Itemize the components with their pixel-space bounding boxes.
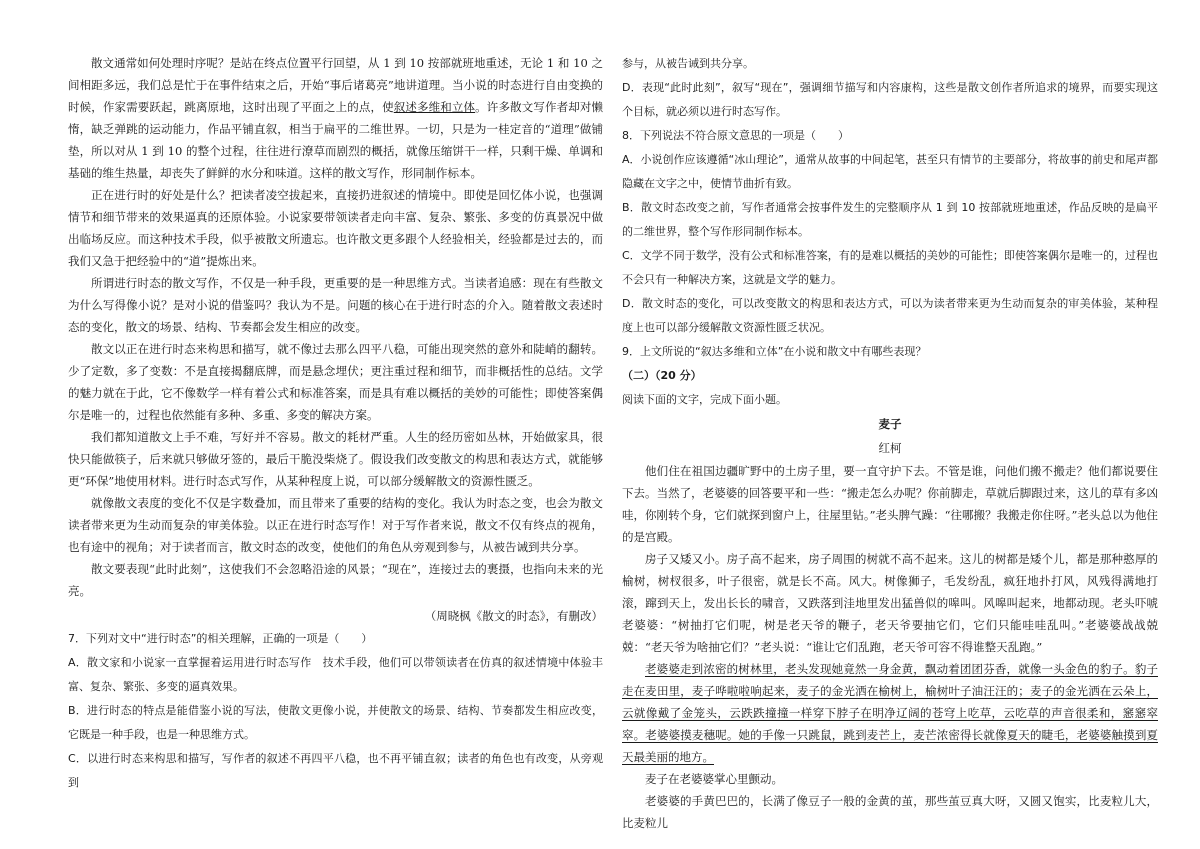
question-8-option-c: C．文学不同于数学，没有公式和标准答案，有的是难以概括的美妙的可能性；即使答案偶尔是唯一的，过程也不会只有一种解决方案，这就是文学的魅力。	[622, 249, 1158, 286]
essay-source: （周晓枫《散文的时态》，有删改）	[424, 609, 603, 623]
essay-paragraph: 散文以正在进行时态来构思和描写，就不像过去那么四平八稳，可能出现突然的意外和陡峭的翻转。少了定数，多了变数：不是直接揭翻底牌，而是悬念埋伏；更注重过程和细节，而非概括性的总结。文学的魅力就在于此，它不像数学一样有着公式和标准答案，而是具有难以概括的美妙的可能性；即使答案偶尔是唯一的，过程也依然能有多种、多重、多变的解决方案。	[68, 342, 603, 422]
story-paragraph: 麦子在老婆婆掌心里颤动。	[645, 772, 783, 786]
essay-paragraph: 正在进行时的好处是什么？把读者凌空拔起来，直接扔进叙述的情境中。即使是回忆体小说，也强调情节和细节带来的效果逼真的还原体验。小说家要带领读者走向丰富、复杂、繁张、多变的仿真景况中做出临场反应。而这种技术手段，似乎被散文所遗忘。也许散文更多跟个人经验相关，经验都是过去的，而我们又急于把经验中的“道”提炼出来。	[68, 188, 603, 268]
essay-paragraph: 散文要表现“此时此刻”，这使我们不会忽略沿途的风景；“现在”，连接过去的裹摄，也指向未来的光亮。	[68, 562, 603, 598]
question-7-option-d: D．表现“此时此刻”，叙写“现在”，强调细节描写和内容康构，这些是散文创作者所追求的境界，而要实现这个目标，就必须以进行时态写作。	[622, 81, 1158, 118]
question-8-option-b: B．散文时态改变之前，写作者通常会按事件发生的完整顺序从 1 到 10 按部就班地重述，作品反映的是扁平的二维世界，整个写作形同制作标本。	[622, 201, 1158, 238]
story-paragraph: 老婆婆的手黄巴巴的，长满了像豆子一般的金黄的茧，那些茧豆真大呀，又圆又饱实，比麦粒儿大，比麦粒儿	[622, 794, 1158, 830]
question-7-option-a: A．散文家和小说家一直掌握着运用进行时态写作 技术手段，他们可以带领读者在仿真的叙述情境中体验丰富、复杂、繁张、多变的逼真效果。	[68, 656, 603, 693]
story-paragraph: 房子又矮又小。房子高不起来，房子周围的树就不高不起来。这儿的树都是矮个儿，都是那种憨厚的榆树，树杈很多，叶子很密，就是长不高。风大。树像狮子，毛发纷乱，疯狂地扑打风，风残得满地打滚，蹿到天上，发出长长的啸音，又跌落到洼地里发出猛兽似的嗥叫。风嗥叫起来，地都动现。老头吓唬老婆婆：“树抽打它们呢，树是老天爷的鞭子，老天爷要抽它们，它们只能哇哇乱叫。”老婆婆战战兢兢：“老天爷为啥抽它们？”老头说：“谁让它们乱跑，老天爷可容不得谁整天乱跑。”	[622, 552, 1158, 654]
underlined-phrase: 叙述多维和立体	[393, 100, 476, 114]
question-7-option-c: C．以进行时态来构思和描写，写作者的叙述不再四平八稳，也不再平铺直叙；读者的角色也有改变，从旁观到	[68, 752, 603, 789]
reading-instruction: 阅读下面的文字，完成下面小题。	[622, 393, 787, 406]
question-8-option-d: D．散文时态的变化，可以改变散文的构思和表达方式，可以为读者带来更为生动而复杂的审美体验，某种程度上也可以部分缓解散文资源性匮乏状况。	[622, 297, 1158, 334]
story-paragraph: 他们住在祖国边疆旷野中的土房子里，要一直守护下去。不管是谁，问他们搬不搬走？他们都说要住下去。当然了，老婆婆的回答要平和一些：“搬走怎么办呢？你前脚走，草就后脚跟过来，这儿的草有多凶哇，你刚转个身，它们就探到窗户上，往屋里钻。”老头脾气躁：“往哪搬？我搬走你住呀。”老头总以为他住的是宫殿。	[622, 464, 1158, 544]
essay-paragraph: 所谓进行时态的散文写作，不仅是一种手段，更重要的是一种思维方式。当读者追感：现在有些散文为什么写得像小说？是对小说的借鉴吗？我认为不是。问题的核心在于进行时态的介入。随着散文表述时态的变化，散文的场景、结构、节奏都会发生相应的改变。	[68, 276, 603, 334]
question-9: 9．上文所说的“叙达多维和立体”在小说和散文中有哪些表现？	[622, 345, 927, 358]
question-8-stem: 8．下列说法不符合原文意思的一项是（ ）	[622, 129, 849, 142]
question-7-stem: 7．下列对文中“进行时态”的相关理解，正确的一项是（ ）	[68, 632, 373, 645]
essay-paragraph: 我们都知道散文上手不难，写好并不容易。散文的耗材严重。人生的经历密如丛林，开始做家具，很快只能做筷子，后来就只够做牙签的，最后干脆没柴烧了。假设我们改变散文的构思和表达方式，就能够更“环保”地使用材料。进行时态式写作，从某种程度上说，可以部分缓解散文的资源性匮乏。	[68, 430, 603, 488]
underlined-story-paragraph: 老婆婆走到浓密的树林里，老头发现她竟然一身金黄，飘动着团团芬香，就像一头金色的豹子。豹子走在麦田里，麦子哗啦啦响起来，麦子的金光洒在榆树上，榆树叶子油汪汪的；麦子的金光洒在云朵上，云就像戴了金笼头，云跌跌撞撞一样穿下脖子在明净辽阔的苍穹上吃草，云吃草的声音很柔和，窸窸窣窣。老婆婆摸麦穗呢。她的手像一只跳鼠，跳到麦芒上，麦芒浓密得长就像夏天的睫毛，老婆婆触摸到夏天最美丽的地方。	[622, 662, 1158, 764]
right-column	[622, 52, 1158, 834]
left-column	[68, 52, 603, 795]
essay-paragraph: 散文通常如何处理时序呢？是站在终点位置平行回望，从 1 到 10 按部就班地重述，无论 1 和 10 之间相距多远，我们总是忙于在事件结束之后，开始“事后诸葛亮”地讲道理。当小说的时态进行自由变换的时候，作家需要跃起，跳离原地，这时出现了平面之上的点，使叙述多维和立体。许多散文写作者却对懒惰，缺乏弹跳的运动能力，作品平铺直叙，相当于扁平的二维世界。一切，只是为一桂定音的“道理”做铺垫，所以对从 1 到 10 的整个过程，往往进行潦草而剧烈的概括，就像压缩饼干一样，只剩干燥、单调和基础的维生热量，却丧失了鲜鲜的水分和味道。这样的散文写作，形同制作标本。	[68, 56, 604, 180]
section-heading: （二）（20 分）	[622, 369, 702, 382]
story-author: 红柯	[878, 441, 902, 455]
question-7-option-b: B．进行时态的特点是能借鉴小说的写法，使散文更像小说，并使散文的场景、结构、节奏都发生相应改变，它既是一种手段，也是一种思维方式。	[68, 704, 603, 741]
story-title: 麦子	[878, 417, 902, 431]
essay-paragraph: 就像散文表度的变化不仅是字数叠加，而且带来了重要的结构的变化。我认为时态之变，也会为散文读者带来更为生动而复杂的审美体验。以正在进行时态写作！对于写作者来说，散文不仅有终点的视角，也有途中的视角；对于读者而言，散文时态的改变，使他们的角色从旁观到参与，从被告诫到共分享。	[68, 496, 603, 554]
question-7-option-c-continued: 参与，从被告诫到共分享。	[622, 57, 754, 70]
question-8-option-a: A．小说创作应该遵循“冰山理论”，通常从故事的中间起笔，甚至只有情节的主要部分，将故事的前史和尾声都隐藏在文字之中，使情节曲折有致。	[622, 153, 1158, 190]
